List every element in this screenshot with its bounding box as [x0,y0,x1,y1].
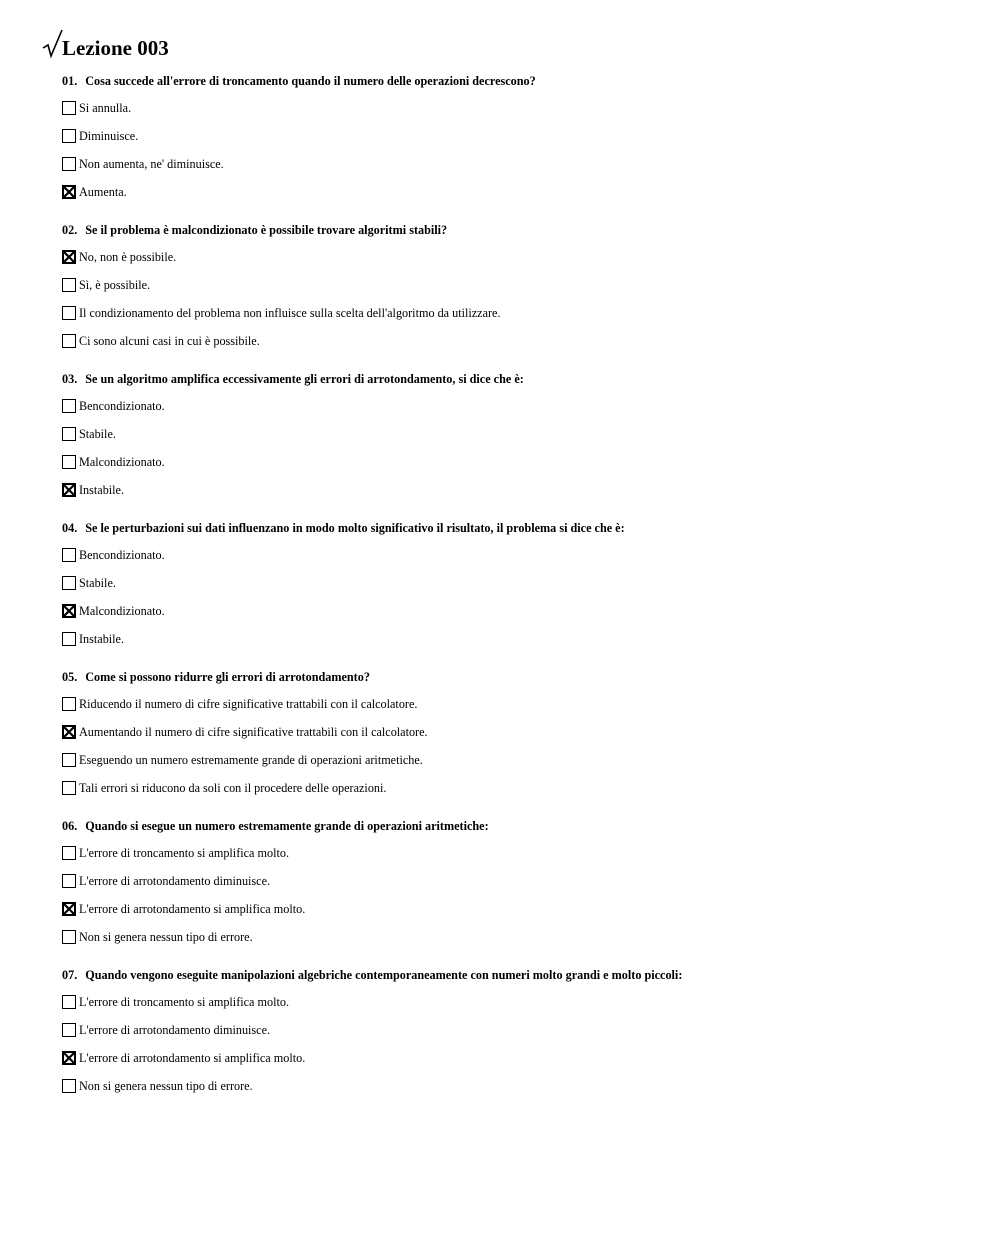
question-block [62,219,962,355]
answer-option[interactable] [62,895,962,923]
checkbox-icon[interactable] [62,1023,76,1037]
checkbox-icon[interactable] [62,874,76,888]
question-text [62,219,962,241]
question-label: Quando vengono eseguite manipolazioni algebriche contemporaneamente con numeri molto grandi e molto piccoli: [85,968,683,982]
answer-text: Diminuisce. [79,129,139,143]
question-text [62,964,962,986]
answer-option[interactable] [62,1072,962,1100]
answer-text: L'errore di arrotondamento diminuisce. [79,1023,271,1037]
question-block [62,964,962,1100]
answer-text: L'errore di arrotondamento si amplifica molto. [79,1051,306,1065]
answer-text: Non aumenta, ne' diminuisce. [79,157,224,171]
answer-option[interactable] [62,299,962,327]
answer-option[interactable] [62,718,962,746]
checkbox-icon[interactable] [62,157,76,171]
question-block [62,517,962,653]
answer-option[interactable] [62,839,962,867]
page-title: Lezione 003 [62,36,169,60]
checkbox-icon[interactable] [62,548,76,562]
answer-option[interactable] [62,1044,962,1072]
question-number: 03. [62,372,78,386]
question-block [62,70,962,206]
answer-text: Bencondizionato. [79,399,165,413]
answer-text: Il condizionamento del problema non influisce sulla scelta dell'algoritmo da utilizzare. [79,306,501,320]
question-text [62,517,962,539]
answer-option[interactable] [62,150,962,178]
answer-text: Malcondizionato. [79,455,165,469]
checked-checkbox-icon[interactable] [62,1051,76,1065]
checkbox-icon[interactable] [62,930,76,944]
checkbox-icon[interactable] [62,278,76,292]
answer-text: Si annulla. [79,101,132,115]
checked-checkbox-icon[interactable] [62,483,76,497]
answer-text: Malcondizionato. [79,604,165,618]
answer-text: Sì, è possibile. [79,278,151,292]
checked-checkbox-icon[interactable] [62,725,76,739]
checkbox-icon[interactable] [62,399,76,413]
answer-option[interactable] [62,94,962,122]
answer-option[interactable] [62,867,962,895]
question-number: 07. [62,968,78,982]
checkbox-icon[interactable] [62,781,76,795]
question-list [62,70,962,1113]
answer-text: Aumenta. [79,185,127,199]
question-text [62,666,962,688]
answer-text: L'errore di arrotondamento si amplifica molto. [79,902,306,916]
answer-option[interactable] [62,690,962,718]
answer-text: Bencondizionato. [79,548,165,562]
question-number: 01. [62,74,78,88]
answer-text: Ci sono alcuni casi in cui è possibile. [79,334,260,348]
question-number: 02. [62,223,78,237]
checked-checkbox-icon[interactable] [62,902,76,916]
answer-text: L'errore di troncamento si amplifica molto. [79,995,289,1009]
answer-text: Stabile. [79,576,116,590]
checkbox-icon[interactable] [62,576,76,590]
answer-text: Instabile. [79,632,125,646]
question-block [62,666,962,802]
answer-text: L'errore di arrotondamento diminuisce. [79,874,271,888]
checkbox-icon[interactable] [62,753,76,767]
question-number: 05. [62,670,78,684]
checkbox-icon[interactable] [62,632,76,646]
checkbox-icon[interactable] [62,427,76,441]
answer-option[interactable] [62,923,962,951]
checkbox-icon[interactable] [62,846,76,860]
answer-text: Aumentando il numero di cifre significative trattabili con il calcolatore. [79,725,428,739]
question-label: Se un algoritmo amplifica eccessivamente gli errori di arrotondamento, si dice che è: [85,372,524,386]
question-label: Se il problema è malcondizionato è possibile trovare algoritmi stabili? [85,223,448,237]
checkbox-icon[interactable] [62,995,76,1009]
answer-text: L'errore di troncamento si amplifica molto. [79,846,289,860]
checkbox-icon[interactable] [62,334,76,348]
answer-option[interactable] [62,476,962,504]
answer-option[interactable] [62,746,962,774]
question-text [62,70,962,92]
answer-option[interactable] [62,988,962,1016]
question-label: Quando si esegue un numero estremamente grande di operazioni aritmetiche: [85,819,489,833]
answer-option[interactable] [62,569,962,597]
question-block [62,815,962,951]
answer-option[interactable] [62,271,962,299]
answer-option[interactable] [62,178,962,206]
answer-option[interactable] [62,1016,962,1044]
question-label: Cosa succede all'errore di troncamento quando il numero delle operazioni decrescono? [85,74,536,88]
question-label: Se le perturbazioni sui dati influenzano in modo molto significativo il risultato, il problema si dice che è: [85,521,625,535]
question-number: 04. [62,521,78,535]
checkbox-icon[interactable] [62,697,76,711]
answer-option[interactable] [62,597,962,625]
checkbox-icon[interactable] [62,455,76,469]
answer-text: Instabile. [79,483,125,497]
question-label: Come si possono ridurre gli errori di arrotondamento? [85,670,370,684]
lesson-header [42,22,169,62]
checkmark-icon [42,28,64,62]
answer-option[interactable] [62,541,962,569]
checked-checkbox-icon[interactable] [62,185,76,199]
checkbox-icon[interactable] [62,101,76,115]
answer-option[interactable] [62,122,962,150]
answer-option[interactable] [62,243,962,271]
question-number: 06. [62,819,78,833]
answer-option[interactable] [62,327,962,355]
question-text [62,368,962,390]
answer-option[interactable] [62,774,962,802]
checkbox-icon[interactable] [62,129,76,143]
checkbox-icon[interactable] [62,1079,76,1093]
question-text [62,815,962,837]
answer-text: Tali errori si riducono da soli con il procedere delle operazioni. [79,781,387,795]
answer-option[interactable] [62,392,962,420]
answer-option[interactable] [62,448,962,476]
checkbox-icon[interactable] [62,306,76,320]
answer-text: Non si genera nessun tipo di errore. [79,1079,253,1093]
question-block [62,368,962,504]
answer-option[interactable] [62,625,962,653]
checked-checkbox-icon[interactable] [62,250,76,264]
checked-checkbox-icon[interactable] [62,604,76,618]
answer-text: Riducendo il numero di cifre significative trattabili con il calcolatore. [79,697,418,711]
answer-option[interactable] [62,420,962,448]
answer-text: Stabile. [79,427,116,441]
answer-text: Non si genera nessun tipo di errore. [79,930,253,944]
answer-text: No, non è possibile. [79,250,177,264]
answer-text: Eseguendo un numero estremamente grande di operazioni aritmetiche. [79,753,423,767]
